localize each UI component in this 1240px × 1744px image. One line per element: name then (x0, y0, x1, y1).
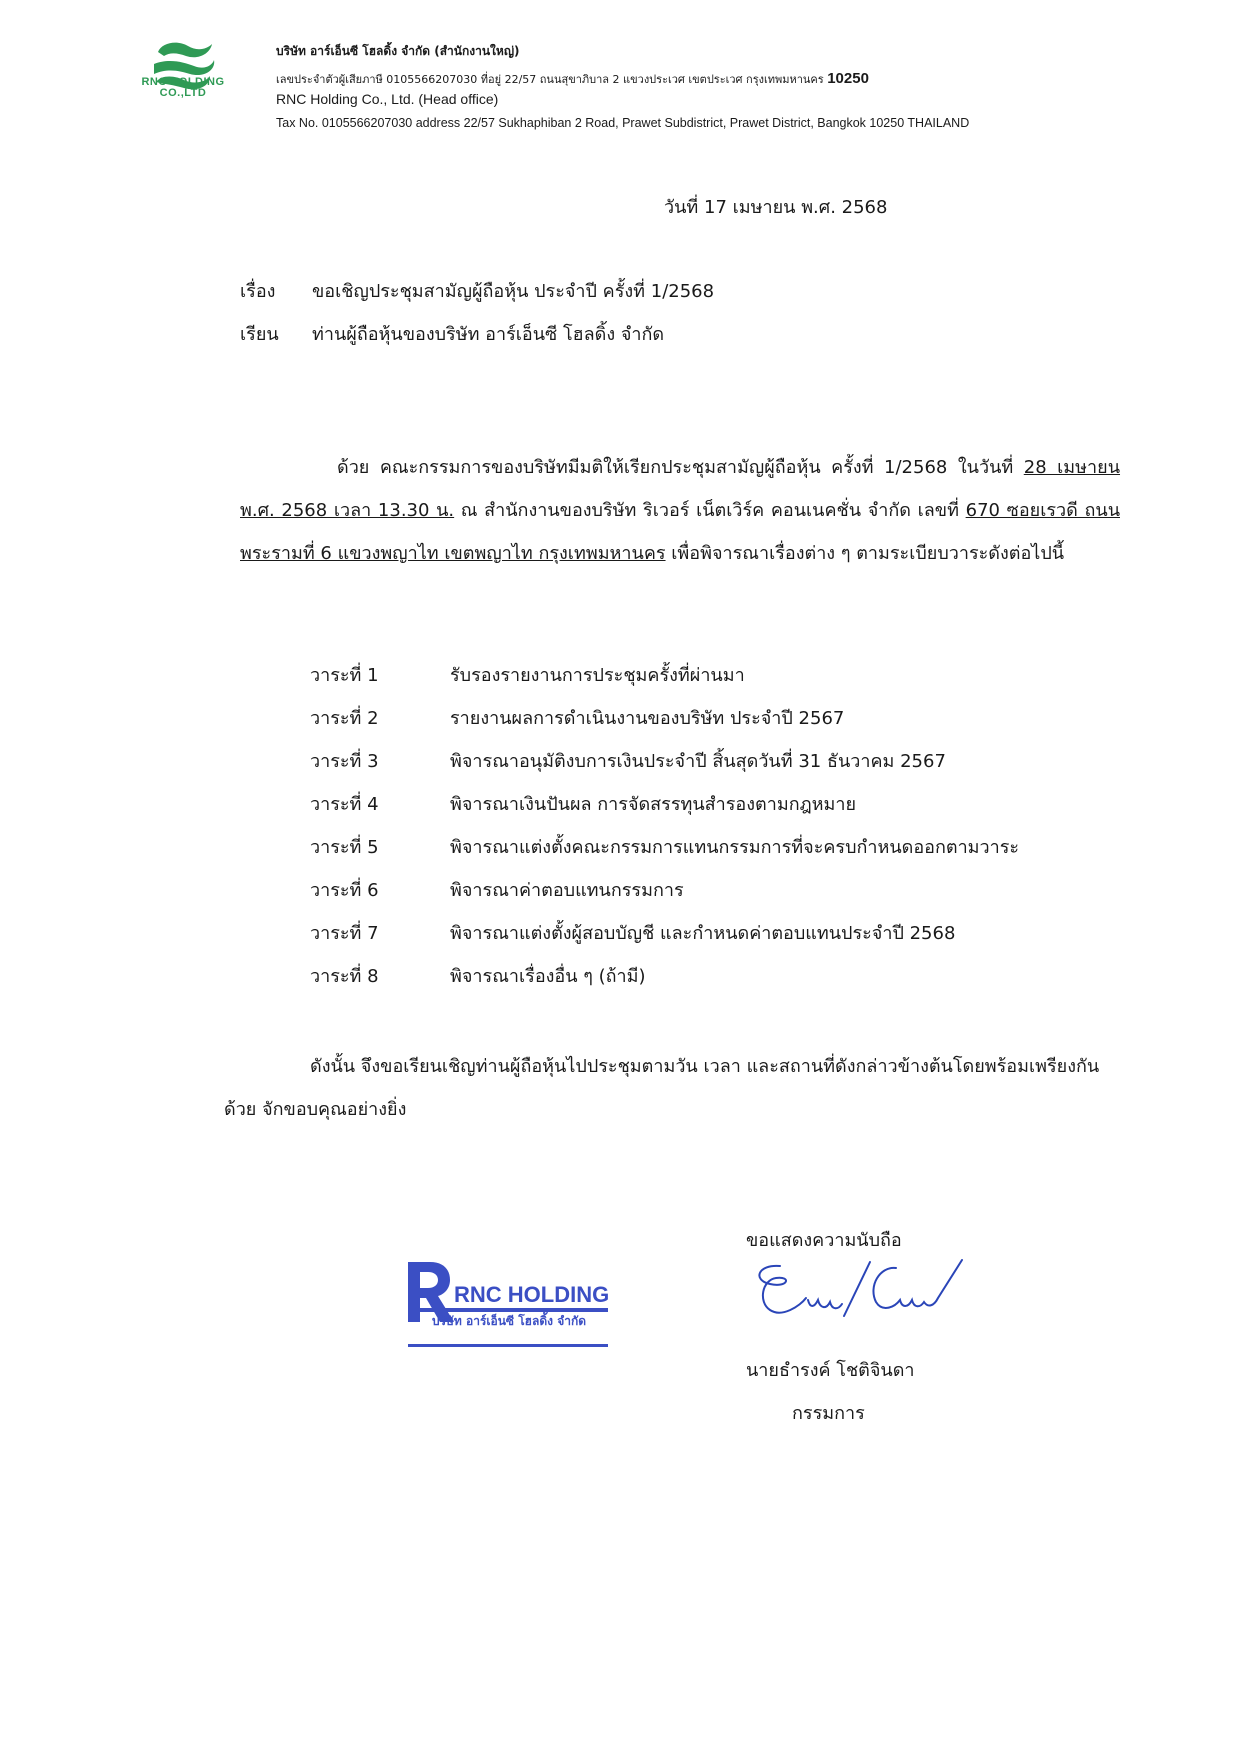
postcode: 10250 (827, 70, 869, 87)
letter-date: วันที่ 17 เมษายน พ.ศ. 2568 (664, 197, 888, 218)
company-address-thai (276, 70, 869, 88)
recipient-label: เรียน (240, 324, 279, 345)
stamp-logo-text: RNC HOLDING (454, 1282, 610, 1307)
agenda-item (310, 875, 1110, 918)
agenda-text: รับรองรายงานการประชุมครั้งที่ผ่านมา (450, 665, 745, 686)
agenda-item (310, 660, 1110, 703)
agenda-list (310, 660, 1110, 1004)
company-name-english: RNC Holding Co., Ltd. (Head office) (276, 91, 499, 107)
agenda-item (310, 703, 1110, 746)
agenda-number: วาระที่ 5 (310, 837, 379, 858)
agenda-number: วาระที่ 3 (310, 751, 379, 772)
meeting-notice-paragraph (240, 446, 1120, 575)
company-stamp (404, 1252, 614, 1352)
agenda-text: พิจารณาเรื่องอื่น ๆ (ถ้ามี) (450, 966, 646, 987)
agenda-item (310, 961, 1110, 1004)
agenda-text: พิจารณาเงินปันผล การจัดสรรทุนสำรองตามกฎหมาย (450, 794, 857, 815)
logo-caption (118, 77, 248, 99)
company-address-english: Tax No. 0105566207030 address 22/57 Sukhaphiban 2 Road, Prawet Subdistrict, Prawet District, Bangkok 10250 THAILAND (276, 116, 970, 130)
subject-text: ขอเชิญประชุมสามัญผู้ถือหุ้น ประจำปี ครั้งที่ 1/2568 (312, 281, 715, 302)
agenda-item (310, 832, 1110, 875)
recipient-text: ท่านผู้ถือหุ้นของบริษัท อาร์เอ็นซี โฮลดิ้ง จำกัด (312, 324, 665, 345)
signer-position: กรรมการ (792, 1403, 865, 1424)
agenda-item (310, 789, 1110, 832)
agenda-text: รายงานผลการดำเนินงานของบริษัท ประจำปี 2567 (450, 708, 845, 729)
paragraph1-end: เพื่อพิจารณาเรื่องต่าง ๆ ตามระเบียบวาระดังต่อไปนี้ (665, 543, 1065, 564)
stamp-thai-name: บริษัท อาร์เอ็นซี โฮลดิ้ง จำกัด (431, 1314, 587, 1328)
logo-caption-line1: RNC HOLDING (141, 76, 225, 88)
agenda-text: พิจารณาอนุมัติงบการเงินประจำปี สิ้นสุดวันที่ 31 ธันวาคม 2567 (450, 751, 946, 772)
agenda-number: วาระที่ 7 (310, 923, 379, 944)
paragraph1-intro: ด้วย คณะกรรมการของบริษัทมีมติให้เรียกประชุมสามัญผู้ถือหุ้น ครั้งที่ 1/2568 ในวันที่ (337, 457, 1024, 478)
invitation-paragraph (224, 1045, 1100, 1131)
logo-caption-line2: CO.,LTD (159, 87, 207, 99)
company-name-thai: บริษัท อาร์เอ็นซี โฮลดิ้ง จำกัด (สำนักงานใหญ่) (276, 44, 520, 58)
paragraph2-text: ดังนั้น จึงขอเรียนเชิญท่านผู้ถือหุ้นไปประชุมตามวัน เวลา และสถานที่ดังกล่าวข้างต้นโดยพร้อมเพรียงกันด้วย จักขอบคุณอย่างยิ่ง (224, 1056, 1100, 1120)
signer-name: นายธำรงค์ โชติจินดา (746, 1360, 915, 1381)
handwritten-signature (748, 1258, 970, 1338)
meeting-address: 670 ซอยเรวดี ถนนพระรามที่ 6 แขวงพญาไท เขตพญาไท กรุงเทพมหานคร (240, 500, 1120, 564)
subject-label: เรื่อง (240, 281, 276, 302)
agenda-text: พิจารณาค่าตอบแทนกรรมการ (450, 880, 684, 901)
agenda-item (310, 746, 1110, 789)
agenda-number: วาระที่ 2 (310, 708, 379, 729)
agenda-number: วาระที่ 8 (310, 966, 379, 987)
meeting-datetime: 28 เมษายน พ.ศ. 2568 เวลา 13.30 น. (240, 457, 1121, 521)
agenda-number: วาระที่ 6 (310, 880, 379, 901)
paragraph1-middle: ณ สำนักงานของบริษัท ริเวอร์ เน็ตเวิร์ค คอนเนคชั่น จำกัด เลขที่ (454, 500, 966, 521)
agenda-text: พิจารณาแต่งตั้งคณะกรรมการแทนกรรมการที่จะครบกำหนดออกตามวาระ (450, 837, 1020, 858)
agenda-item (310, 918, 1110, 961)
agenda-text: พิจารณาแต่งตั้งผู้สอบบัญชี และกำหนดค่าตอบแทนประจำปี 2568 (450, 923, 956, 944)
agenda-number: วาระที่ 1 (310, 665, 379, 686)
agenda-number: วาระที่ 4 (310, 794, 379, 815)
tax-address-thai: เลขประจำตัวผู้เสียภาษี 0105566207030 ที่อยู่ 22/57 ถนนสุขาภิบาล 2 แขวงประเวศ เขตประเวศ กรุงเทพมหานคร (276, 73, 824, 86)
closing-regards: ขอแสดงความนับถือ (746, 1230, 902, 1251)
